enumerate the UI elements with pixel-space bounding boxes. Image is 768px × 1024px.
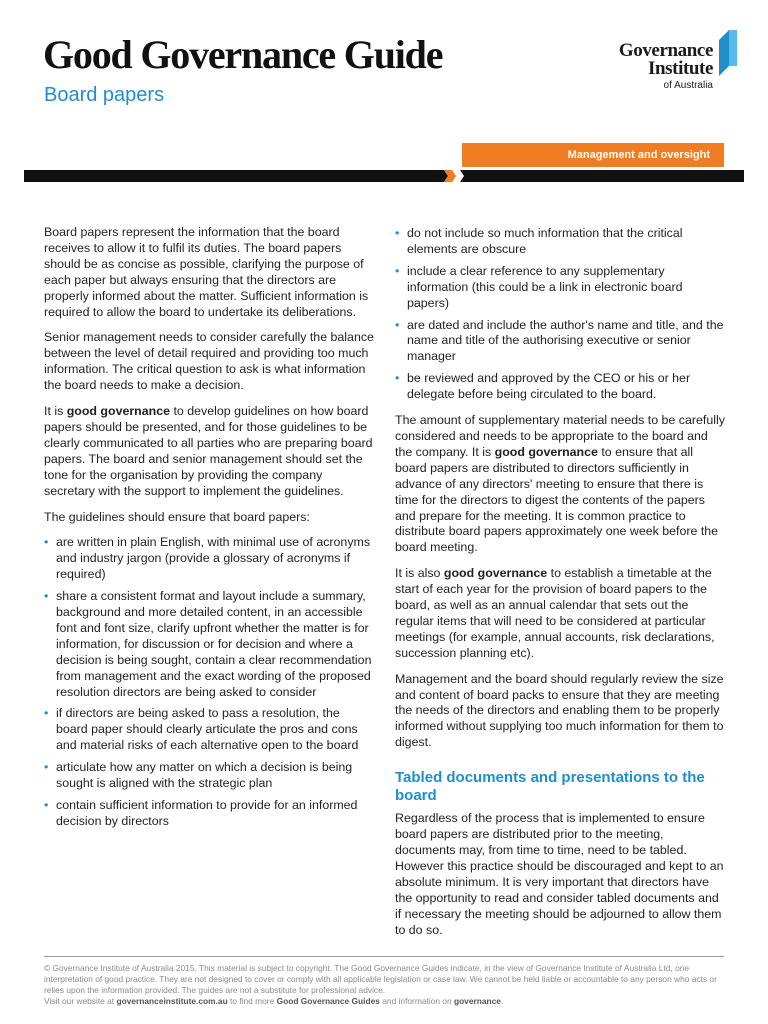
footer-visit-line: Visit our website at governanceinstitute.com.au to find more Good Governance Guides and information on governance. (44, 996, 504, 1006)
timetable-paragraph: It is also good governance to establish a timetable at the start of each year for the provision of board papers to the board, as well as an annual calendar that sets out the regular items that will need to be considered at particular meetings (for example, annual accounts, risk declarations, succession planning etc). (395, 566, 715, 660)
logo-line-2: Institute (647, 58, 713, 79)
list-item: • contain sufficient information to provide for an informed decision by directors (44, 798, 374, 830)
guidelines-paragraph: It is good governance to develop guidelines on how board papers should be presented, and for those guidelines to be clearly communicated to all parties who are preparing board papers. The board and senior management should set the tone for the organisation by providing the company secretary with the support to implement the guidelines. (44, 404, 373, 498)
list-item: • are written in plain English, with minimal use of acronyms and industry jargon (provide a glossary of acronyms if required) (44, 535, 374, 583)
tabled-documents-paragraph: Regardless of the process that is implemented to ensure board papers are distributed prior to the meeting, documents may, from time to time, need to be tabled. However this practice should be discouraged and kept to an absolute minimum. It is very important that directors have the opportunity to read and consider tabled documents and if necessary the meeting should be adjourned to allow them to do so. (395, 811, 724, 937)
management-paragraph: Senior management needs to consider carefully the balance between the level of detail required and providing too much information. The critical question to ask is what information the board needs to make a decision. (44, 330, 374, 393)
guidelines-intro: The guidelines should ensure that board papers: (44, 509, 310, 524)
list-item: • if directors are being asked to pass a resolution, the board paper should clearly articulate the pros and cons and material risks of each alternative open to the board (44, 706, 374, 754)
bold-good-governance: good governance (494, 444, 598, 459)
list-item: • do not include so much information that the critical elements are obscure (395, 226, 725, 258)
website-link[interactable]: governanceinstitute.com.au (116, 996, 228, 1006)
left-column (44, 225, 374, 840)
list-item: • are dated and include the author's name and title, and the name and title of the authorising executive or senior manager (395, 318, 725, 366)
list-item: • share a consistent format and layout include a summary, background and more detailed content, in an accessible font and font size, clarify upfront whether the matter is for information, for discussion or for decision and where a decision is being sought, contain a clear recommendation from management and the exact wording of the proposed resolution directors are being asked to consider (44, 589, 374, 700)
logo-mark-icon (715, 30, 737, 76)
review-paragraph: Management and the board should regularly review the size and content of board packs to ensure that they are meeting the needs of the directors and enabling them to be properly informed without supplying too much information for them to digest. (395, 671, 724, 750)
copyright-notice: © Governance Institute of Australia 2015. This material is subject to copyright. The Good Governance Guides indicate, in the view of Governance Institute of Australia Ltd, one interpretation of good practice. They are not designed to cover or comply with all applicable legislation or case law. We cannot be held liable or accountable to any person who acts or relies upon the information provided. The guides are not a substitute for professional advice. (44, 963, 717, 995)
logo-line-1: Governance (618, 40, 713, 61)
header-divider (24, 170, 744, 182)
right-column (395, 226, 725, 948)
footer-divider (44, 956, 724, 957)
governance-institute-logo (597, 30, 737, 92)
list-item: • be reviewed and approved by the CEO or his or her delegate before being circulated to the board. (395, 371, 725, 403)
bold-good-governance: good governance (443, 566, 548, 581)
supplementary-paragraph: The amount of supplementary material needs to be carefully considered and needs to be appropriate to the board and the company. It is good governance to ensure that all board papers are distributed to directors sufficiently in advance of any directors' meeting to ensure that there is time for the directors to digest the contents of the papers and prepare for the meeting. It is common practice to distribute board papers approximately one week before the board meeting. (395, 413, 725, 555)
list-item: • articulate how any matter on which a decision is being sought is aligned with the strategic plan (44, 760, 374, 792)
page-title: Good Governance Guide (43, 32, 443, 77)
footer (44, 963, 724, 1007)
section-heading: Tabled documents and presentations to the board (395, 769, 705, 805)
intro-paragraph: Board papers represent the information that the board receives to allow it to fulfil its duties. The board papers should be as concise as possible, clarifying the purpose of each paper but always ensuring that the directors are properly informed about the matter. Sufficient information is required to allow the board to undertake its deliberations. (44, 225, 369, 319)
guidelines-list (44, 535, 374, 829)
governance-link[interactable]: governance (453, 996, 501, 1006)
bold-good-governance: good governance (66, 404, 170, 419)
category-tag: Management and oversight (462, 143, 724, 167)
page-subtitle: Board papers (44, 84, 165, 106)
logo-line-3: of Australia (663, 80, 713, 91)
guides-link[interactable]: Good Governance Guides (276, 996, 380, 1006)
list-item: • include a clear reference to any supplementary information (this could be a link in electronic board papers) (395, 264, 725, 312)
guidelines-list-continued (395, 226, 725, 403)
